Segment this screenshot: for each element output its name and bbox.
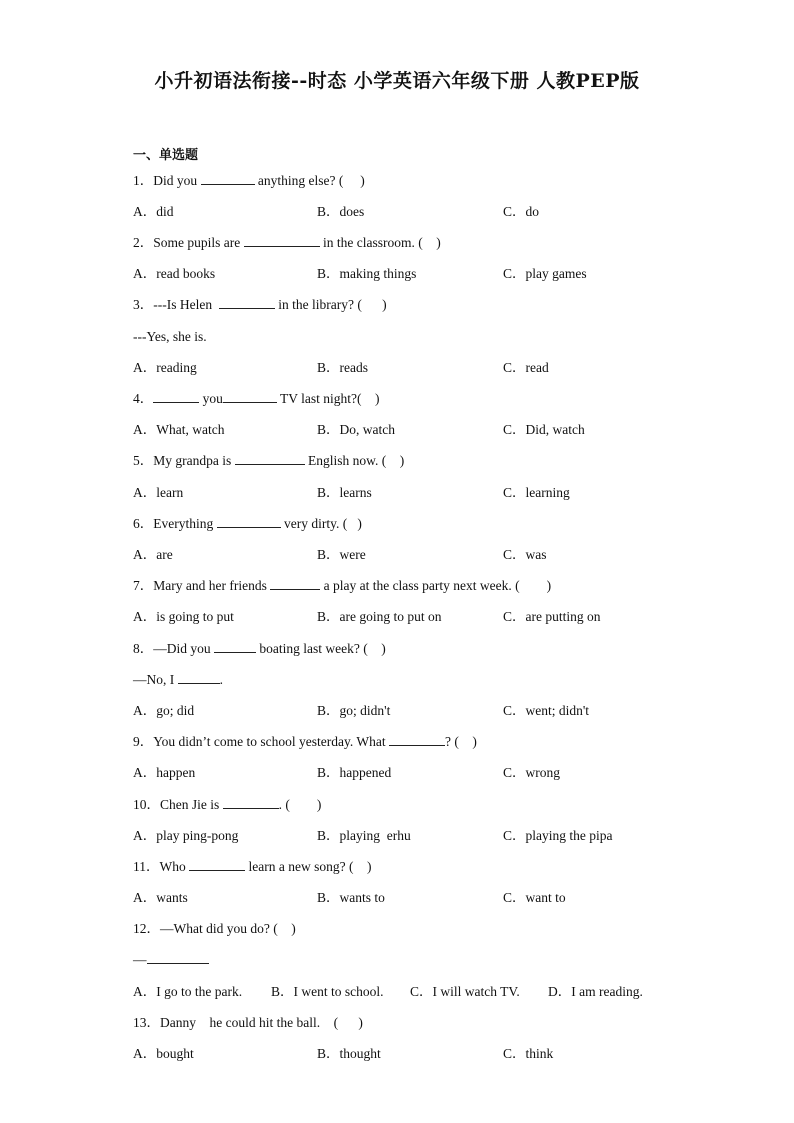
question-text: ---Is Helen [153, 297, 219, 312]
question-number: 2． [133, 235, 154, 250]
option-a[interactable]: A．are [133, 547, 173, 562]
option-c[interactable]: C．play games [503, 266, 587, 281]
question-number: 7． [133, 578, 154, 593]
question-text: My grandpa is [153, 453, 235, 468]
option-c[interactable]: C．think [503, 1046, 554, 1061]
question-number: 8． [133, 641, 154, 656]
question-number: 1． [133, 173, 154, 188]
answer-blank[interactable] [214, 640, 256, 653]
question-11 [133, 858, 371, 876]
option-b[interactable]: B．happened [317, 765, 392, 780]
response-text: . [219, 672, 223, 687]
option-c[interactable]: C．learning [503, 485, 570, 500]
section-heading: 一、单选题 [133, 148, 199, 163]
question-5 [133, 452, 404, 470]
answer-blank[interactable] [389, 733, 445, 746]
option-a[interactable]: A．What, watch [133, 422, 225, 437]
option-b[interactable]: B．go; didn't [317, 703, 391, 718]
option-c[interactable]: C．playing the pipa [503, 828, 613, 843]
question-text: in the classroom. ( ) [319, 235, 441, 250]
answer-blank[interactable] [244, 234, 320, 247]
question-10 [133, 796, 321, 814]
question-4 [133, 390, 380, 408]
question-text: —What did you do? ( ) [160, 921, 296, 936]
answer-blank[interactable] [219, 296, 275, 309]
answer-blank[interactable] [153, 390, 199, 403]
option-a[interactable]: A．did [133, 204, 174, 219]
option-c[interactable]: C．went; didn't [503, 703, 590, 718]
question-9 [133, 733, 477, 751]
response-dash: — [133, 952, 147, 967]
question-text: very dirty. ( ) [280, 516, 362, 531]
question-text: TV last night?( ) [276, 391, 380, 406]
question-number: 9． [133, 734, 154, 749]
option-c[interactable]: C．I will watch TV. [410, 984, 520, 999]
answer-blank[interactable] [270, 577, 320, 590]
option-b[interactable]: B．I went to school. [271, 984, 384, 999]
option-b[interactable]: B．wants to [317, 890, 385, 905]
question-text: in the library? ( ) [274, 297, 387, 312]
question-number: 12． [133, 921, 160, 936]
response-text: —No, I [133, 672, 178, 687]
option-c[interactable]: C．was [503, 547, 547, 562]
option-b[interactable]: B．playing erhu [317, 828, 411, 843]
option-c[interactable]: C．are putting on [503, 609, 601, 624]
question-text: You didn’t come to school yesterday. What [153, 734, 389, 749]
option-b[interactable]: B．does [317, 204, 365, 219]
answer-blank[interactable] [189, 858, 245, 871]
option-a[interactable]: A．go; did [133, 703, 195, 718]
option-a[interactable]: A．wants [133, 890, 188, 905]
dialogue-response [133, 671, 223, 689]
question-text: . ( ) [278, 797, 322, 812]
option-b[interactable]: B．Do, watch [317, 422, 395, 437]
answer-blank[interactable] [147, 951, 209, 964]
answer-blank[interactable] [223, 796, 279, 809]
question-number: 11． [133, 859, 160, 874]
answer-blank[interactable] [178, 671, 220, 684]
question-text: Did you [153, 173, 201, 188]
option-c[interactable]: C．do [503, 204, 540, 219]
question-text: Danny he could hit the ball. ( ) [160, 1015, 363, 1030]
option-a[interactable]: A．reading [133, 360, 197, 375]
answer-blank[interactable] [217, 515, 281, 528]
question-number: 10． [133, 797, 160, 812]
option-d[interactable]: D．I am reading. [548, 984, 643, 999]
question-text: Mary and her friends [153, 578, 271, 593]
question-1 [133, 172, 365, 190]
question-text: boating last week? ( ) [256, 641, 386, 656]
question-3 [133, 296, 387, 314]
option-c[interactable]: C．want to [503, 890, 566, 905]
option-b[interactable]: B．thought [317, 1046, 381, 1061]
option-c[interactable]: C．read [503, 360, 549, 375]
option-a[interactable]: A．happen [133, 765, 196, 780]
document-title: 小升初语法衔接--时态 小学英语六年级下册 人教PEP版 [154, 70, 640, 92]
question-text: English now. ( ) [304, 453, 405, 468]
option-b[interactable]: B．are going to put on [317, 609, 442, 624]
option-a[interactable]: A．learn [133, 485, 184, 500]
question-text: —Did you [153, 641, 214, 656]
answer-blank[interactable] [223, 390, 277, 403]
option-a[interactable]: A．is going to put [133, 609, 234, 624]
option-a[interactable]: A．play ping-pong [133, 828, 239, 843]
option-c[interactable]: C．Did, watch [503, 422, 585, 437]
question-6 [133, 515, 362, 533]
question-12 [133, 920, 296, 938]
question-number: 13． [133, 1015, 160, 1030]
question-8 [133, 640, 386, 658]
option-a[interactable]: A．bought [133, 1046, 194, 1061]
option-c[interactable]: C．wrong [503, 765, 560, 780]
question-text: anything else? ( ) [254, 173, 365, 188]
answer-blank[interactable] [201, 172, 255, 185]
question-text: Who [159, 859, 190, 874]
question-text: a play at the class party next week. ( ) [320, 578, 552, 593]
option-b[interactable]: B．learns [317, 485, 372, 500]
question-number: 4． [133, 391, 154, 406]
question-number: 6． [133, 516, 154, 531]
question-text: Some pupils are [153, 235, 244, 250]
dialogue-response: ---Yes, she is. [133, 329, 207, 344]
option-b[interactable]: B．reads [317, 360, 368, 375]
question-13 [133, 1014, 363, 1032]
question-7 [133, 577, 551, 595]
question-text: Chen Jie is [160, 797, 223, 812]
question-number: 5． [133, 453, 154, 468]
question-text: ? ( ) [444, 734, 477, 749]
option-a[interactable]: A．I go to the park. [133, 984, 243, 999]
answer-blank[interactable] [235, 452, 305, 465]
option-b[interactable]: B．making things [317, 266, 417, 281]
question-number: 3． [133, 297, 154, 312]
question-2 [133, 234, 441, 252]
option-a[interactable]: A．read books [133, 266, 216, 281]
question-text: learn a new song? ( ) [245, 859, 372, 874]
question-text: Everything [153, 516, 217, 531]
question-text: you [199, 391, 223, 406]
option-b[interactable]: B．were [317, 547, 366, 562]
dialogue-response [133, 951, 209, 969]
